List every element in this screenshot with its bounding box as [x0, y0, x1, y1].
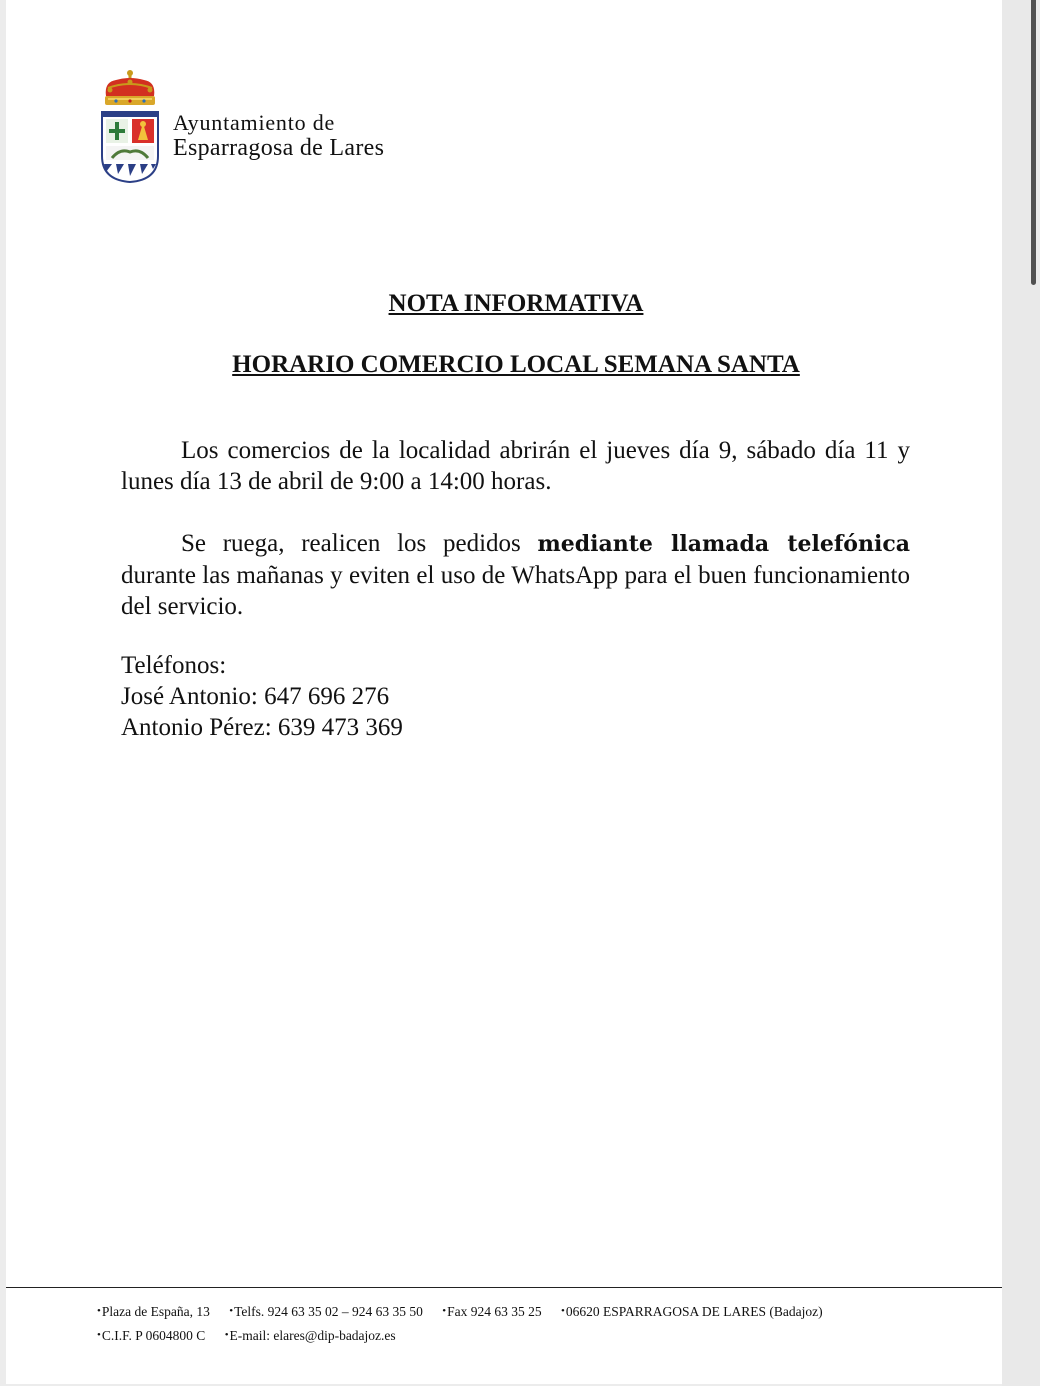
footer-email: •E-mail: elares@dip-badajoz.es: [224, 1328, 396, 1343]
phones-heading: Teléfonos:: [121, 652, 227, 679]
footer-row-2: [97, 1328, 412, 1344]
scrollbar-thumb[interactable]: [1031, 0, 1036, 285]
footer-cif: •C.I.F. P 0604800 C: [97, 1328, 206, 1343]
bullet-icon: •: [97, 1329, 101, 1341]
footer-row-1: [97, 1304, 839, 1320]
phone-list: [121, 650, 403, 743]
phone-contact-1: José Antonio: 647 696 276: [121, 683, 390, 710]
bullet-icon: •: [224, 1329, 229, 1341]
letterhead-line-1: Ayuntamiento de: [173, 110, 336, 135]
footer-phones: •Telfs. 924 63 35 02 – 924 63 35 50: [229, 1304, 423, 1319]
ordering-text: [121, 528, 910, 622]
letterhead-line-2: Esparragosa de Lares: [173, 135, 385, 161]
coat-of-arms-icon: [96, 68, 164, 186]
footer-divider: [6, 1287, 1002, 1288]
footer-address: •Plaza de España, 13: [97, 1304, 210, 1319]
letterhead: [173, 112, 384, 160]
footer-fax: •Fax 924 63 35 25: [442, 1304, 542, 1319]
phone-contact-2: Antonio Pérez: 639 473 369: [121, 714, 403, 741]
bullet-icon: •: [442, 1305, 447, 1317]
ordering-emphasis: mediante llamada telefónica: [537, 531, 910, 557]
bullet-icon: •: [229, 1305, 234, 1317]
bullet-icon: •: [560, 1305, 565, 1317]
document-title: NOTA INFORMATIVA: [388, 290, 644, 317]
bullet-icon: •: [97, 1305, 101, 1317]
schedule-text: Los comercios de la localidad abrirán el jueves día 9, sábado día 11 y lunes día 13 de abril de 9:00 a 14:00 horas.: [121, 437, 910, 495]
footer-postal: •06620 ESPARRAGOSA DE LARES (Badajoz): [560, 1304, 823, 1319]
document-subtitle: HORARIO COMERCIO LOCAL SEMANA SANTA: [232, 351, 800, 378]
ordering-text-start: Se ruega, realicen los pedidos: [181, 530, 538, 557]
ordering-text-end: durante las mañanas y eviten el uso de WhatsApp para el buen funcionamiento del servicio.: [121, 562, 910, 620]
schedule-paragraph: [121, 435, 910, 497]
ordering-paragraph: [121, 528, 910, 622]
